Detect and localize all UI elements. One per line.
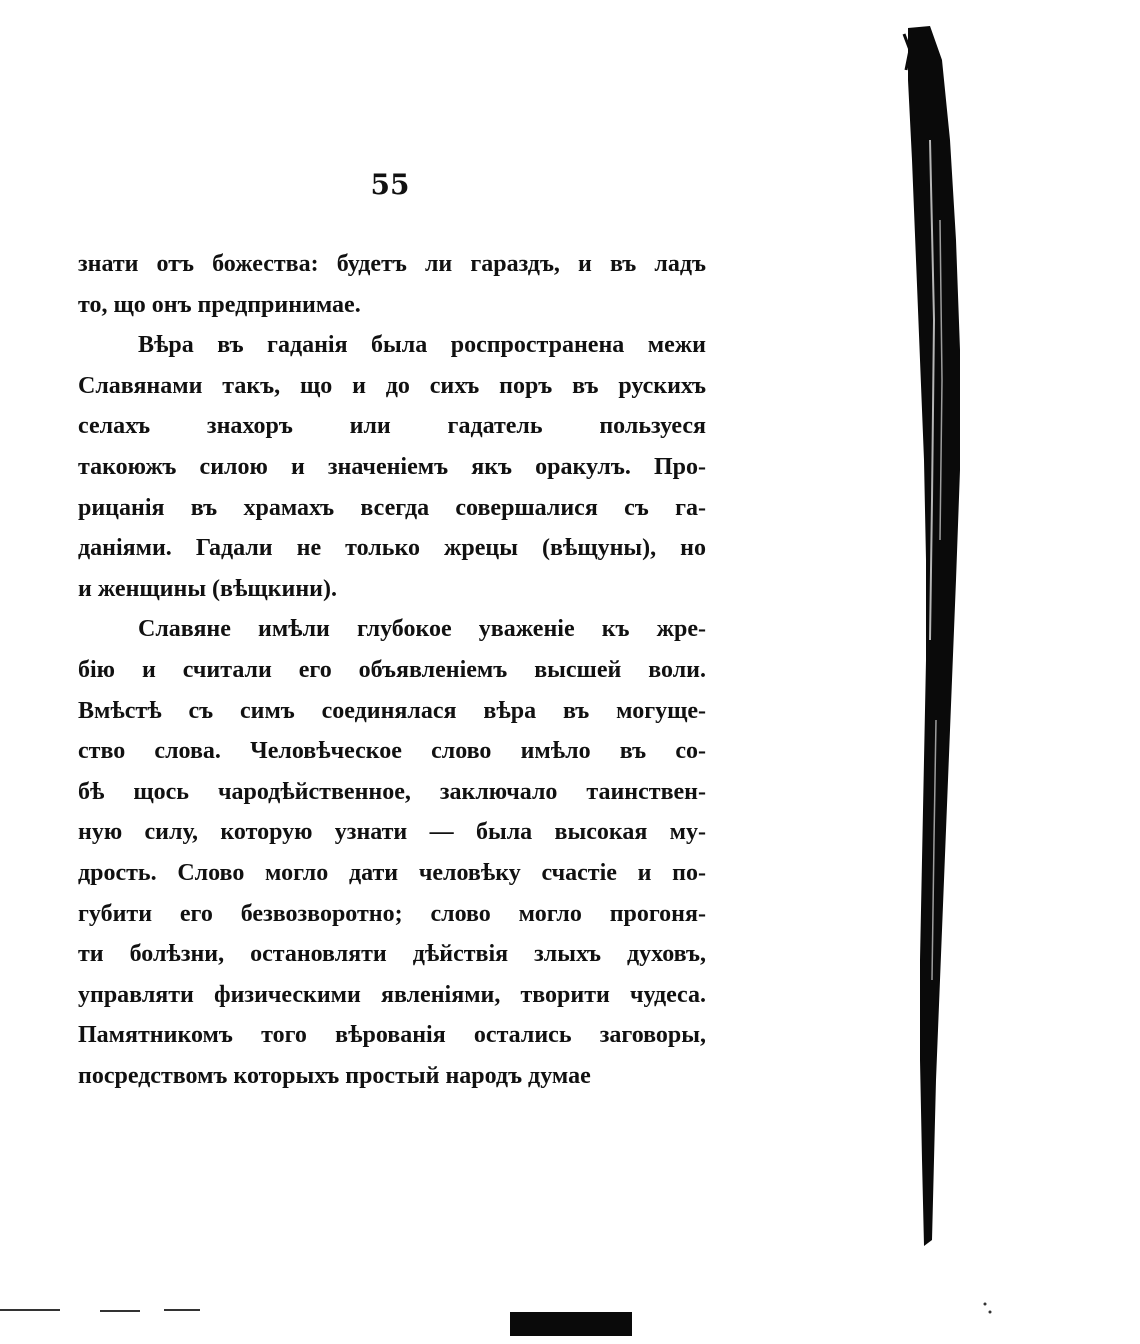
text-line: знати отъ божества: будетъ ли гараздъ, и въ ладъ xyxy=(78,251,706,277)
text-line: ство слова. Человѣческое слово имѣло въ со- xyxy=(78,738,706,765)
text-line: ти болѣзни, остановляти дѣйствія злыхъ духовъ, xyxy=(78,941,706,968)
text-line: Памятникомъ того вѣрованія остались заговоры, xyxy=(78,1022,706,1049)
text-line: губити его безвозворотно; слово могло прогоня- xyxy=(78,900,706,927)
text-line: бѣ щось чародѣйственное, заключало таинствен- xyxy=(78,778,706,805)
body-text xyxy=(78,244,706,1096)
text-line: рицанія въ храмахъ всегда совершалися съ га- xyxy=(78,494,706,521)
text-line: Славяне имѣли глубокое уваженіе къ жре- xyxy=(138,616,706,643)
text-line: бію и считали его объявленіемъ высшей воли. xyxy=(78,656,706,683)
scan-binding-edge xyxy=(890,20,980,1260)
text-line: Вмѣстѣ съ симъ соединялася вѣра въ могуще- xyxy=(78,697,706,724)
scan-bottom-marks xyxy=(0,1290,1140,1344)
text-line: и женщины (вѣщкини). xyxy=(78,575,337,602)
text-line: посредствомъ которыхъ простый народъ думае xyxy=(78,1062,591,1089)
page-number: 55 xyxy=(370,168,410,201)
text-line: управляти физическими явленіями, творити чудеса. xyxy=(78,981,706,1008)
text-line: дрость. Слово могло дати человѣку счастіе и по- xyxy=(78,859,706,886)
text-line: Вѣра въ гаданія была роспространена межи xyxy=(138,332,706,359)
text-line: такоюжъ силою и значеніемъ якъ оракулъ. Про- xyxy=(78,453,706,480)
text-line: ную силу, которую узнати — была высокая му- xyxy=(78,819,706,846)
text-line: Славянами такъ, що и до сихъ поръ въ рускихъ xyxy=(78,372,706,399)
text-line: селахъ знахоръ или гадатель пользуеся xyxy=(78,413,706,440)
text-line: то, що онъ предпринимае. xyxy=(78,291,361,318)
text-line: даніями. Гадали не только жрецы (вѣщуны), но xyxy=(78,535,706,562)
